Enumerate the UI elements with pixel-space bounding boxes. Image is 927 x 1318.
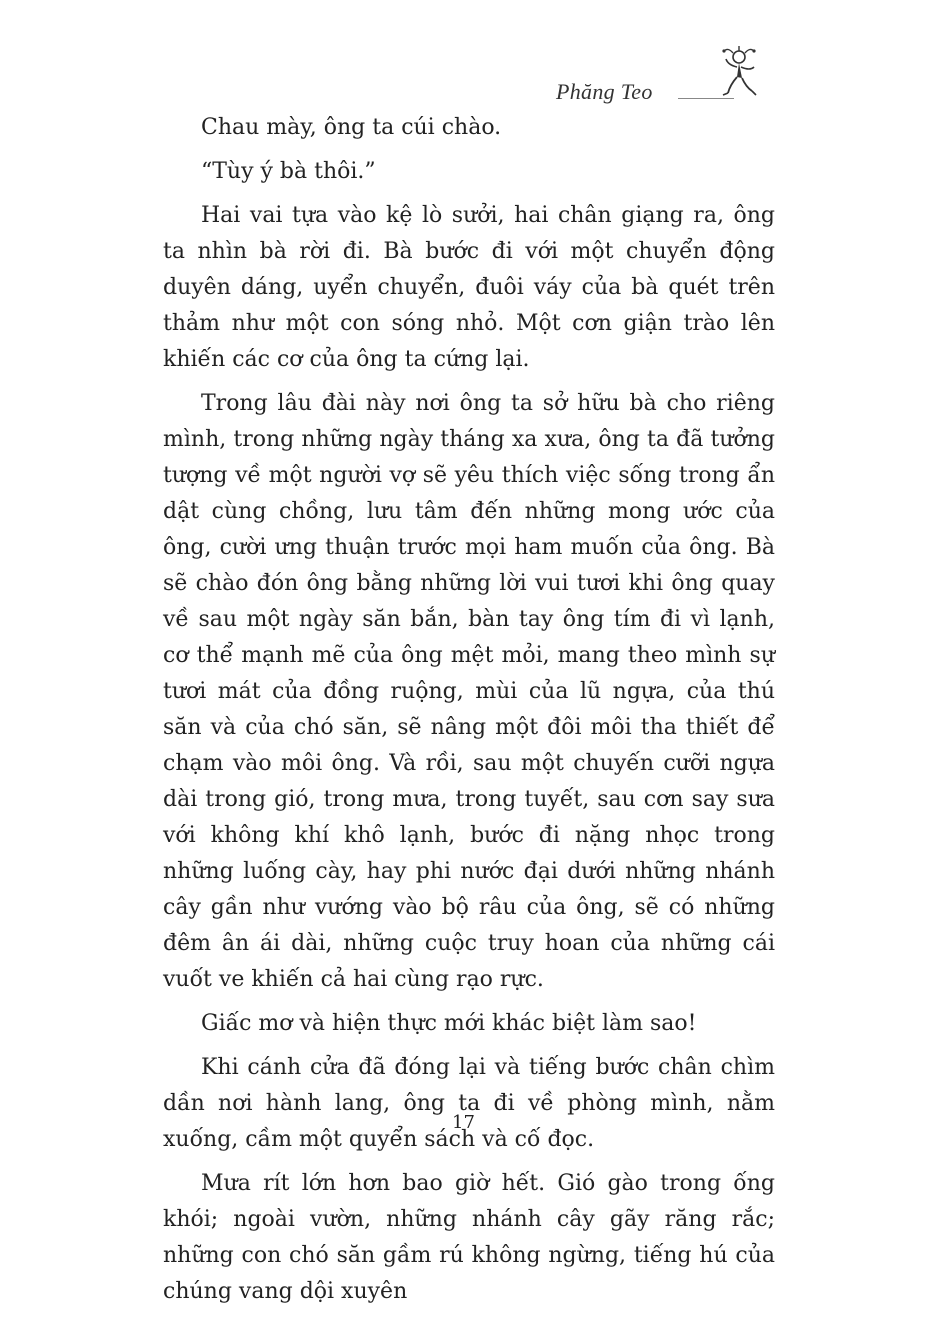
paragraph: “Tùy ý bà thôi.”	[201, 159, 376, 184]
jester-figure-icon	[718, 45, 760, 105]
paragraph: Khi cánh cửa đã đóng lại và tiếng bước chân chìm dần nơi hành lang, ông ta đi về phòng mình, nằm xuống, cầm một quyển sách và cố đọc.	[163, 1055, 775, 1152]
running-title: Phăng Teo	[556, 79, 653, 104]
running-header	[520, 45, 790, 115]
body-text	[163, 110, 775, 1318]
paragraph: Chau mày, ông ta cúi chào.	[201, 115, 502, 140]
paragraph: Hai vai tựa vào kệ lò sưởi, hai chân giạng ra, ông ta nhìn bà rời đi. Bà bước đi với một chuyển động duyên dáng, uyển chuyển, đuôi váy của bà quét trên thảm như một con sóng nhỏ. Một cơn giận trào lên khiến các cơ của ông ta cứng lại.	[163, 203, 775, 372]
paragraph: Giấc mơ và hiện thực mới khác biệt làm sao!	[201, 1011, 697, 1036]
paragraph: Trong lâu đài này nơi ông ta sở hữu bà cho riêng mình, trong những ngày tháng xa xưa, ông ta đã tưởng tượng về một người vợ sẽ yêu thích việc sống trong ẩn dật cùng chồng, lưu tâm đến những mong ước của ông, cười ưng thuận trước mọi ham muốn của ông. Bà sẽ chào đón ông bằng những lời vui tươi khi ông quay về sau một ngày săn bắn, bàn tay ông tím đi vì lạnh, cơ thể mạnh mẽ của ông mệt mỏi, mang theo mình sự tươi mát của đồng ruộng, mùi của lũ ngựa, của thú săn và của chó săn, sẽ nâng một đôi môi tha thiết để chạm vào môi ông. Và rồi, sau một chuyến cưỡi ngựa dài trong gió, trong mưa, trong tuyết, sau cơn say sưa với không khí khô lạnh, bước đi nặng nhọc trong những luống cày, hay phi nước đại dưới những nhánh cây gần như vướng vào bộ râu của ông, sẽ có những đêm ân ái dài, những cuộc truy hoan của những cái vuốt ve khiến cả hai cùng rạo rực.	[163, 391, 775, 992]
page-number: 17	[452, 1112, 475, 1133]
paragraph: Mưa rít lớn hơn bao giờ hết. Gió gào trong ống khói; ngoài vườn, những nhánh cây gãy răng rắc; những con chó săn gầm rú không ngừng, tiếng hú của chúng vang dội xuyên	[163, 1171, 775, 1304]
